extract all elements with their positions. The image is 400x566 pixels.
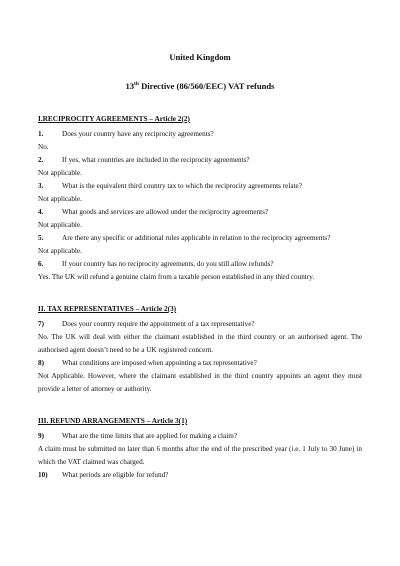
question <box>38 357 362 370</box>
question-number: 7) <box>38 320 44 328</box>
question-number: 3. <box>38 182 44 190</box>
question-text: What conditions are imposed when appointing a tax representative? <box>62 359 257 367</box>
question-text: If yes, what countries are included in the reciprocity agreements? <box>62 156 250 164</box>
question-text: Does your country have any reciprocity agreements? <box>62 130 214 138</box>
section-heading: III. REFUND ARRANGEMENTS – Article 3(1) <box>38 416 188 425</box>
question-number: 10) <box>38 471 48 479</box>
question-number: 5. <box>38 234 44 242</box>
section-heading: II. TAX REPRESENTATIVES – Article 2(3) <box>38 304 177 313</box>
question-text: What is the equivalent third country tax to which the reciprocity agreements relate? <box>62 182 302 190</box>
question-text: What are the time limits that are applied for making a claim? <box>62 432 238 440</box>
question <box>38 154 362 167</box>
question-number: 6. <box>38 260 44 268</box>
question <box>38 206 362 219</box>
subtitle-superscript: th <box>134 81 139 87</box>
question <box>38 318 362 331</box>
answer-text: Not applicable. <box>38 195 82 203</box>
answer-text: Not applicable. <box>38 221 82 229</box>
question <box>38 128 362 141</box>
answer-text: Not applicable. <box>38 169 82 177</box>
question-number: 4. <box>38 208 44 216</box>
question-number: 9) <box>38 432 44 440</box>
question <box>38 258 362 271</box>
question-text: Does your country require the appointment of a tax representative? <box>62 320 255 328</box>
answer-text: Not applicable. <box>38 247 82 255</box>
question-text: What periods are eligible for refund? <box>62 471 169 479</box>
question-text: What goods and services are allowed under the reciprocity agreements? <box>62 208 269 216</box>
answer-text: Not Applicable. However, where the claimant established in the third country appoints an agent they must provide a letter of attorney or authority. <box>38 372 362 393</box>
question-number: 1. <box>38 130 44 138</box>
subtitle-rest: Directive (86/560/EEC) VAT refunds <box>138 81 275 91</box>
question-text: Are there any specific or additional rules applicable in relation to the reciprocity agreements? <box>62 234 331 242</box>
page-title: United Kingdom <box>169 52 231 62</box>
document-page <box>38 52 362 482</box>
answer-text: Yes. The UK will refund a genuine claim from a taxable person established in any third country. <box>38 273 315 281</box>
question-number: 8) <box>38 359 44 367</box>
answer-text: A claim must be submitted no later than 6 months after the end of the prescribed year (i.e. 1 July to 30 June) in which the VAT claimed was charged. <box>38 445 362 466</box>
question <box>38 180 362 193</box>
question <box>38 430 362 443</box>
question <box>38 469 362 482</box>
question <box>38 232 362 245</box>
question-number: 2. <box>38 156 44 164</box>
answer-text: No. <box>38 143 49 151</box>
subtitle-prefix: 13 <box>125 81 135 91</box>
question-text: If your country has no reciprocity agreements, do you still allow refunds? <box>62 260 274 268</box>
answer-text: No. The UK will deal with either the claimant established in the third country or an authorised agent. The authorised agent doesn’t need to be a UK registered concern. <box>38 333 362 354</box>
section-heading: I.RECIPROCITY AGREEMENTS – Article 2(2) <box>38 114 190 123</box>
page-subtitle <box>38 81 362 92</box>
